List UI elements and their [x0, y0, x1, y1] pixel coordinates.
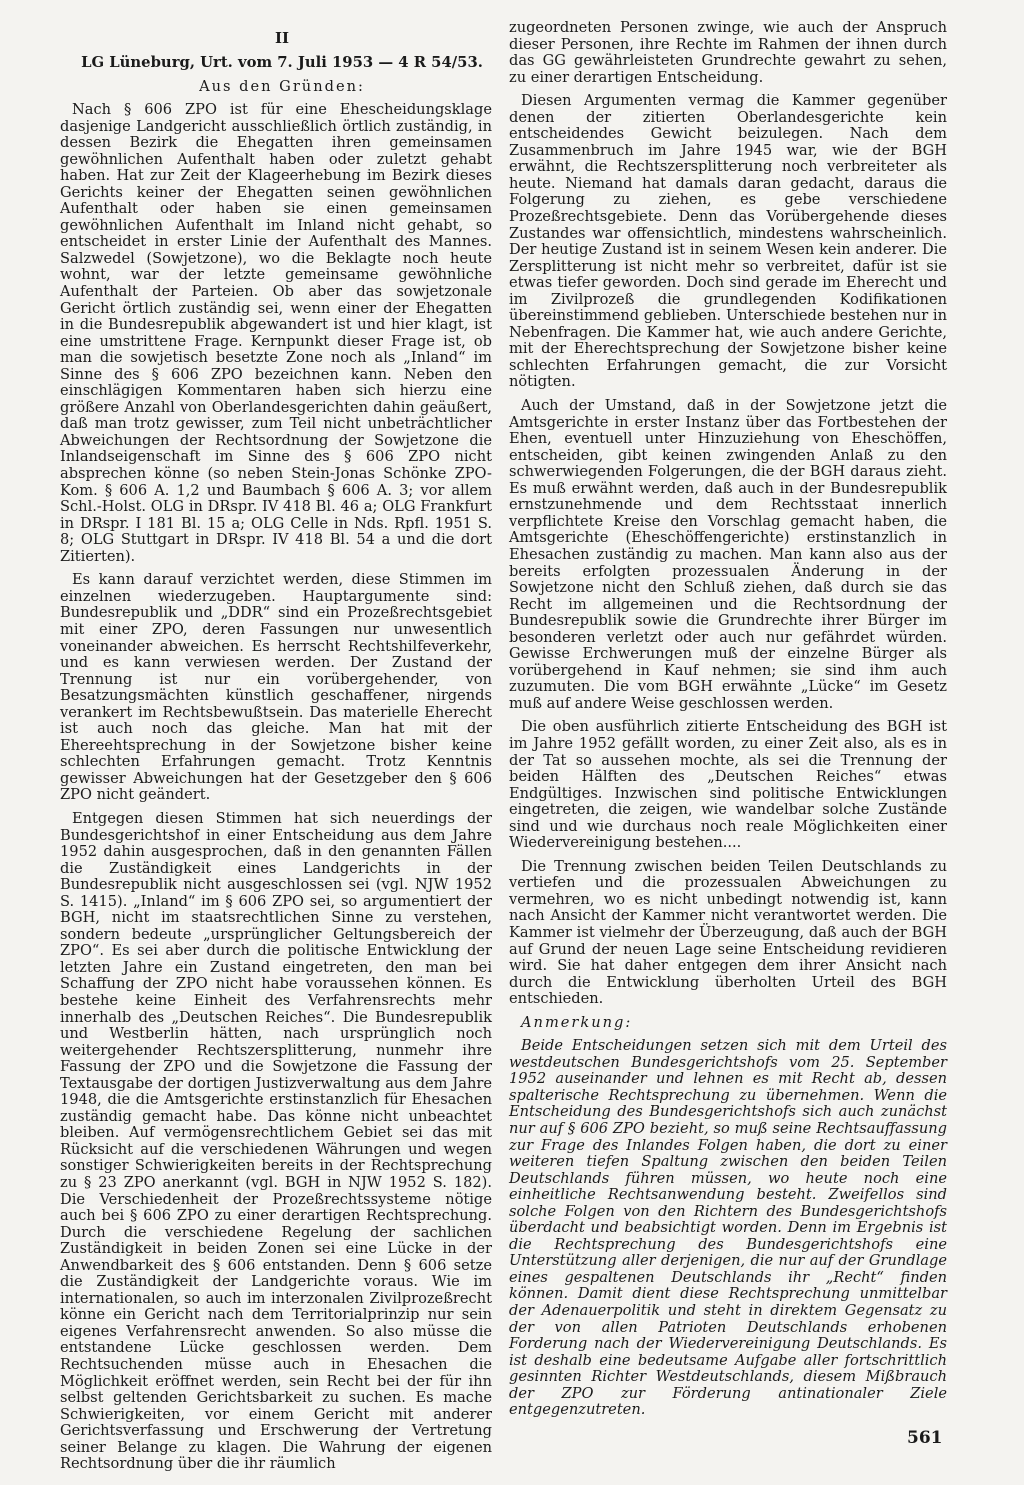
- grounds-heading: Aus den Gründen:: [199, 78, 365, 95]
- paragraph: Auch der Umstand, daß in der Sowjetzone jetzt die Amtsgerichte in erster Instanz über das Fortbestehen der Ehen, eventuell unter Hinzuziehung von Eheschöffen, entscheiden, gibt keinen zwingenden Anlaß zu den schwerwiegenden Folgerungen, die der BGH daraus zieht. Es muß erwähnt werden, daß auch in der Bundesrepublik ernstzunehmende und dem Rechtsstaat innerlich verpflichtete Kreise den Vorschlag gemacht haben, die Amtsgerichte (Eheschöffengerichte) erstinstanzlich in Ehesachen zuständig zu machen. Man kann also aus der bereits erfolgten prozessualen Änderung in der Sowjetzone nicht den Schluß ziehen, daß durch sie das Recht im allgemeinen und die Rechtsordnung der Bundesrepublik sowie die Grundrechte ihrer Bürger im besonderen verletzt oder auch nur gefährdet würden. Gewisse Erchwerungen muß der einzelne Bürger als vorübergehend in Kauf nehmen; sie sind ihm auch zuzumuten. Die vom BGH erwähnte „Lücke“ im Gesetz muß auf andere Weise geschlossen werden.: [509, 397, 947, 712]
- right-column: [509, 20, 947, 1426]
- page-number: 561: [907, 1428, 943, 1448]
- paragraph: Die Trennung zwischen beiden Teilen Deutschlands zu vertiefen und die prozessualen Abweichungen zu vermehren, wo es nicht unbedingt notwendig ist, kann nach Ansicht der Kammer nicht verantwortet werden. Die Kammer ist vielmehr der Überzeugung, daß auch der BGH auf Grund der neuen Lage seine Entscheidung revidieren wird. Sie hat daher entgegen dem ihrer Ansicht nach durch die Entwicklung überholten Urteil des BGH entschieden.: [509, 857, 947, 1008]
- paragraph: zugeordneten Personen zwinge, wie auch der Anspruch dieser Personen, ihre Rechte im Rahmen der ihnen durch das GG gewährleisteten Grundrechte gewahrt zu sehen, zu einer derartigen Entscheidung.: [509, 19, 947, 86]
- paragraph: Entgegen diesen Stimmen hat sich neuerdings der Bundesgerichtshof in einer Entscheidung aus dem Jahre 1952 dahin ausgesprochen, daß in den genannten Fällen die Zuständigkeit eines Landgerichts in der Bundesrepublik nicht ausgeschlossen sei (vgl. NJW 1952 S. 1415). „Inland“ im § 606 ZPO sei, so argumentiert der BGH, nicht im staatsrechtlichen Sinne zu verstehen, sondern bedeute „ursprünglicher Geltungsbereich der ZPO“. Es sei aber durch die politische Entwicklung der letzten Jahre ein Zustand eingetreten, den man bei Schaffung der ZPO nicht habe voraussehen können. Es bestehe keine Einheit des Verfahrensrechts mehr innerhalb des „Deutschen Reiches“. Die Bundesrepublik und Westberlin hätten, nach ursprünglich noch weitergehender Rechtszersplitterung, nunmehr ihre Fassung der ZPO und die Sowjetzone die Fassung der Textausgabe der dortigen Justizverwaltung aus dem Jahre 1948, die die Amtsgerichte erstinstanzlich für Ehesachen zuständig gemacht habe. Das könne nicht unbeachtet bleiben. Auf vermögensrechtlichem Gebiet sei das mit Rücksicht auf die verschiedenen Währungen und wegen sonstiger Schwierigkeiten bereits in der Rechtsprechung zu § 23 ZPO anerkannt (vgl. BGH in NJW 1952 S. 182). Die Verschiedenheit der Prozeßrechtssysteme nötige auch bei § 606 ZPO zu einer derartigen Rechtsprechung. Durch die verschiedene Regelung der sachlichen Zuständigkeit in beiden Zonen sei eine Lücke in der Anwendbarkeit des § 606 entstanden. Denn § 606 setze die Zuständigkeit der Landgerichte voraus. Wie im internationalen, so auch im interzonalen Zivilprozeßrecht könne ein Gericht nach dem Territorialprinzip nur sein eigenes Verfahrensrecht anwenden. So also müsse die entstandene Lücke geschlossen werden. Dem Rechtsuchenden müsse auch in Ehesachen die Möglichkeit eröffnet werden, sein Recht bei der für ihn selbst geltenden Gerichtsbarkeit zu suchen. Es mache Schwierigkeiten, vor einem Gericht mit anderer Gerichtsverfassung und Erschwerung der Vertretung seiner Belange zu klagen. Die Wahrung der eigenen Rechtsordnung über die ihr räumlich: [60, 809, 492, 1473]
- case-title: LG Lüneburg, Urt. vom 7. Juli 1953 — 4 R 54/53.: [81, 54, 483, 71]
- paragraph: Diesen Argumenten vermag die Kammer gegenüber denen der zitierten Oberlandesgerichte kein entscheidendes Gewicht beizulegen. Nach dem Zusammenbruch im Jahre 1945 war, wie der BGH erwähnt, die Rechtszersplitterung noch verbreiteter als heute. Niemand hat damals daran gedacht, daraus die Folgerung zu ziehen, es gebe verschiedene Prozeßrechtsgebiete. Denn das Vorübergehende dieses Zustandes war offensichtlich, mindestens wahrscheinlich. Der heutige Zustand ist in seinem Wesen kein anderer. Die Zersplitterung ist nicht mehr so verbreitet, dafür ist sie etwas tiefer geworden. Doch sind gerade im Eherecht und im Zivilprozeß die grundlegenden Kodifikationen übereinstimmend geblieben. Unterschiede bestehen nur in Nebenfragen. Die Kammer hat, wie auch andere Gerichte, mit der Eherechtsprechung der Sowjetzone bisher keine schlechten Erfahrungen gemacht, die zur Vorsicht nötigten.: [509, 92, 947, 391]
- left-column: [60, 30, 492, 1480]
- annotation-heading: Anmerkung:: [521, 1013, 633, 1031]
- paragraph: Nach § 606 ZPO ist für eine Ehescheidungsklage dasjenige Landgericht ausschließlich örtlich zuständig, in dessen Bezirk die Ehegatten ihren gemeinsamen gewöhnlichen Aufenthalt haben oder zuletzt gehabt haben. Hat zur Zeit der Klageerhebung im Bezirk dieses Gerichts keiner der Ehegatten seinen gewöhnlichen Aufenthalt oder haben sie einen gemeinsamen gewöhnlichen Aufenthalt im Inland nicht gehabt, so entscheidet in erster Linie der Aufenthalt des Mannes. Salzwedel (Sowjetzone), wo die Beklagte noch heute wohnt, war der letzte gemeinsame gewöhnliche Aufenthalt der Parteien. Ob aber das sowjetzonale Gericht örtlich zuständig sei, wenn einer der Ehegatten in die Bundesrepublik abgewandert ist und hier klagt, ist eine umstrittene Frage. Kernpunkt dieser Frage ist, ob man die sowjetisch besetzte Zone noch als „Inland“ im Sinne des § 606 ZPO bezeichnen kann. Neben den einschlägigen Kommentaren haben sich hierzu eine größere Anzahl von Oberlandesgerichten dahin geäußert, daß man trotz gewisser, zum Teil nicht unbeträchtlicher Abweichungen der Rechtsordnung der Sowjetzone die Inlandseigenschaft im Sinne des § 606 ZPO nicht absprechen könne (so neben Stein-Jonas Schönke ZPO-Kom. § 606 A. 1,2 und Baumbach § 606 A. 3; vor allem Schl.-Holst. OLG in DRspr. IV 418 Bl. 46 a; OLG Frankfurt in DRspr. I 181 Bl. 15 a; OLG Celle in Nds. Rpfl. 1951 S. 8; OLG Stuttgart in DRspr. IV 418 Bl. 54 a und die dort Zitierten).: [60, 101, 492, 565]
- paragraph: Es kann darauf verzichtet werden, diese Stimmen im einzelnen wiederzugeben. Hauptargumente sind: Bundesrepublik und „DDR“ sind ein Prozeßrechtsgebiet mit einer ZPO, deren Fassungen nur unwesentlich voneinander abweichen. Es herrscht Rechtshilfeverkehr, und es kann verwiesen werden. Der Zustand der Trennung ist nur ein vorübergehender, von Besatzungsmächten künstlich geschaffener, nirgends verankert im Rechtsbewußtsein. Das materielle Eherecht ist auch noch das gleiche. Man hat mit der Ehereehtsprechung in der Sowjetzone bisher keine schlechten Erfahrungen gemacht. Trotz Kenntnis gewisser Abweichungen hat der Gesetzgeber den § 606 ZPO nicht geändert.: [60, 571, 492, 804]
- annotation-text: Beide Entscheidungen setzen sich mit dem Urteil des westdeutschen Bundesgerichtshofs vom 25. September 1952 auseinander und lehnen es mit Recht ab, dessen spalterische Rechtsprechung zu übernehmen. Wenn die Entscheidung des Bundesgerichtshofs sich auch zunächst nur auf § 606 ZPO bezieht, so muß seine Rechtsauffassung zur Frage des Inlandes Folgen haben, die dort zu einer weiteren tiefen Spaltung zwischen den beiden Teilen Deutschlands führen müssen, wo heute noch eine einheitliche Rechtsanwendung besteht. Zweifellos sind solche Folgen von den Richtern des Bundesgerichtshofs überdacht und beabsichtigt worden. Denn im Ergebnis ist die Rechtsprechung des Bundesgerichtshofs eine Unterstützung aller derjenigen, die nur auf der Grundlage eines gespaltenen Deutschlands ihr „Recht“ finden können. Damit dient diese Rechtsprechung unmittelbar der Adenauerpolitik und steht in direktem Gegensatz zu der von allen Patrioten Deutschlands erhobenen Forderung nach der Wiedervereinigung Deutschlands. Es ist deshalb eine bedeutsame Aufgabe aller fortschrittlich gesinnten Richter Westdeutschlands, diesem Mißbrauch der ZPO zur Förderung antinationaler Ziele entgegenzutreten.: [509, 1037, 947, 1419]
- section-number: II: [274, 29, 290, 47]
- paragraph: Die oben ausführlich zitierte Entscheidung des BGH ist im Jahre 1952 gefällt worden, zu einer Zeit also, als es in der Tat so aussehen mochte, als sei die Trennung der beiden Hälften des „Deutschen Reiches“ etwas Endgültiges. Inzwischen sind politische Entwicklungen eingetreten, die zeigen, wie wandelbar solche Zustände sind und wie durchaus noch reale Möglichkeiten einer Wiedervereinigung bestehen....: [509, 718, 947, 852]
